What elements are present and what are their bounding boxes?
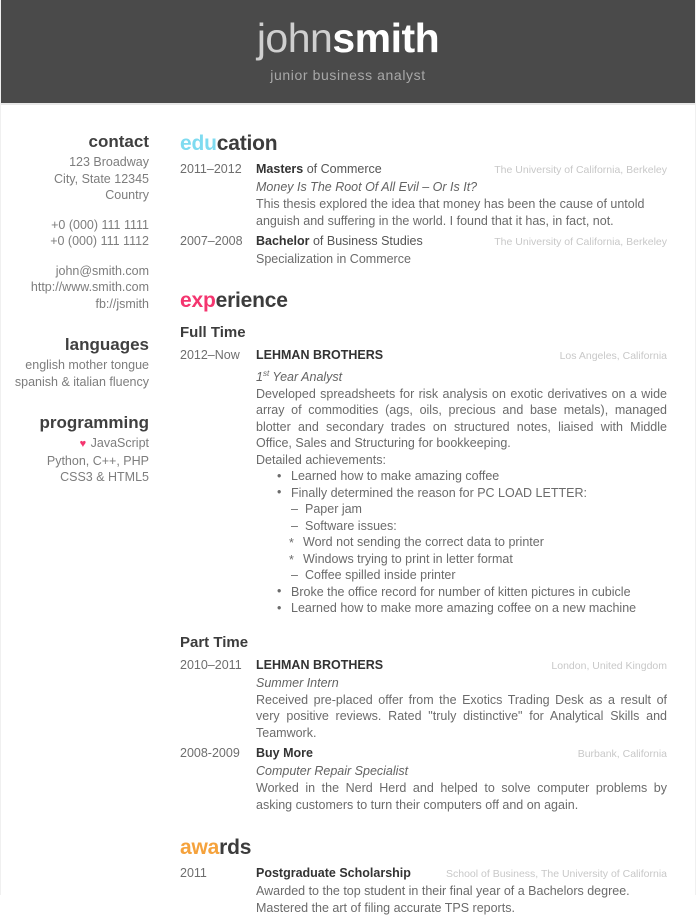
- sidebar-section-languages: [1, 334, 149, 390]
- entry-role: Summer Intern: [256, 675, 339, 690]
- entry-body: [256, 745, 667, 813]
- achievements-sublist: [256, 567, 667, 584]
- list-item: • Learned how to make amazing coffee: [277, 468, 667, 485]
- entry-role: [256, 365, 667, 386]
- resume-body: [1, 105, 695, 916]
- entry-body: [256, 161, 667, 229]
- sidebar: [1, 131, 149, 486]
- main-column: [149, 131, 695, 916]
- achievements-subsublist: [256, 534, 667, 567]
- language-item: spanish & italian fluency: [14, 374, 149, 389]
- entry-body: [256, 233, 667, 268]
- entry-body: [256, 865, 667, 916]
- section-heading-education: [180, 131, 667, 157]
- entry-title: [256, 233, 423, 250]
- list-item: * Windows trying to print in letter format: [289, 551, 667, 568]
- awards-heading-rest: rds: [219, 836, 252, 860]
- entry-role: Computer Repair Specialist: [256, 764, 409, 779]
- contact-heading: contact: [88, 132, 149, 151]
- experience-heading-accent: exp: [180, 288, 216, 312]
- list-item: [291, 518, 667, 535]
- entry-topline: [256, 657, 667, 675]
- list-item: – Coffee spilled inside printer: [291, 567, 667, 584]
- sidebar-section-programming: [1, 412, 149, 486]
- spacer: [1, 204, 149, 217]
- programming-item: Python, C++, PHP: [46, 453, 149, 468]
- entry-topline: [256, 745, 667, 763]
- entry-company: LEHMAN BROTHERS: [256, 657, 384, 672]
- entry-year: 2008-2009: [180, 746, 240, 761]
- entry-role-prefix: 1: [256, 369, 263, 384]
- education-heading-accent: edu: [180, 132, 217, 155]
- entry-topline: [256, 161, 667, 179]
- job-subtitle: junior business analyst: [270, 67, 426, 83]
- entry-year: 2010–2011: [180, 657, 242, 672]
- experience-entry-part-time: [180, 657, 667, 742]
- language-item: english mother tongue: [25, 358, 149, 372]
- education-entry: [180, 161, 667, 229]
- contact-website[interactable]: http://www.smith.com: [30, 280, 149, 294]
- entry-year: 2011: [180, 866, 207, 881]
- list-item-label: Finally determined the reason for PC LOAD LETTER:: [291, 485, 587, 500]
- entry-description: This thesis explored the idea that money has been the cause of untold anguish and suffering in the world. I found that it has, in fact, not.: [256, 197, 645, 228]
- entry-title: [256, 745, 313, 762]
- section-heading-awards: [180, 835, 667, 861]
- entry-year: 2011–2012: [180, 162, 242, 176]
- achievements-list: [256, 584, 667, 617]
- programming-item: CSS3 & HTML5: [60, 470, 149, 484]
- entry-title-bold: Masters: [256, 162, 304, 176]
- entry-role-rest: Year Analyst: [269, 369, 343, 384]
- heart-icon: ♥: [79, 438, 87, 450]
- entry-title-rest: of Business Studies: [309, 234, 423, 248]
- experience-entry-full-time: [180, 347, 667, 617]
- contact-email[interactable]: john@smith.com: [55, 263, 149, 278]
- languages-heading: languages: [64, 335, 149, 354]
- entry-body: [256, 657, 667, 742]
- full-name: [1, 14, 695, 63]
- entry-topline: [256, 347, 667, 365]
- first-name: john: [256, 15, 333, 61]
- entry-topline: [256, 865, 667, 883]
- achievements-list: [256, 468, 667, 501]
- experience-entry-part-time: [180, 745, 667, 813]
- achievements-label: Detailed achievements:: [256, 452, 386, 467]
- section-heading-experience: [180, 288, 667, 314]
- contact-phone: +0 (000) 111 1112: [50, 234, 149, 248]
- entry-topline: [256, 233, 667, 251]
- resume-header: [1, 0, 695, 105]
- entry-title: [256, 865, 411, 882]
- entry-title-bold: Bachelor: [256, 234, 310, 248]
- entry-description: Awarded to the top student in their final year of a Bachelors degree. Mastered the art of filing accurate TPS reports.: [256, 884, 630, 915]
- contact-phone: +0 (000) 111 1111: [51, 217, 149, 232]
- list-item-label: Software issues:: [305, 518, 397, 533]
- entry-title: [256, 161, 382, 178]
- entry-location: London, United Kingdom: [551, 659, 667, 672]
- entry-role-ordinal: st: [262, 368, 270, 378]
- list-item: [277, 485, 667, 502]
- education-entry: [180, 233, 667, 268]
- last-name: smith: [332, 15, 440, 61]
- entry-year: 2007–2008: [180, 234, 243, 248]
- achievements-sublist: [256, 501, 667, 534]
- contact-address-line: 123 Broadway: [69, 155, 149, 169]
- entry-company: LEHMAN BROTHERS: [256, 347, 384, 362]
- list-item: • Broke the office record for number of kitten pictures in cubicle: [277, 584, 667, 601]
- entry-description: Specialization in Commerce: [256, 252, 411, 266]
- list-item: • Learned how to make more amazing coffee on a new machine: [277, 600, 667, 617]
- entry-company: Buy More: [256, 746, 313, 761]
- entry-role: Money Is The Root Of All Evil – Or Is It?: [256, 180, 478, 194]
- programming-item-label: JavaScript: [90, 436, 149, 450]
- entry-organization: The University of California, Berkeley: [494, 164, 667, 176]
- award-title: Postgraduate Scholarship: [256, 866, 411, 881]
- list-item: – Paper jam: [291, 501, 667, 518]
- entry-body: [256, 347, 667, 617]
- programming-item-favorite: [1, 435, 149, 453]
- entry-description: Worked in the Nerd Herd and helped to solve computer problems by asking customers to turn their computers off and on again.: [256, 781, 667, 812]
- entry-title-rest: of Commerce: [303, 162, 382, 176]
- entry-description: Developed spreadsheets for risk analysis on exotic derivatives on a wide array of commodities (ags, oils, precious and base metals), managed blotter and secondary trades on structured notes, liaised with Middle Office, Sales and Structuring for bookkeeping.: [256, 386, 667, 451]
- awards-entry: [180, 865, 667, 916]
- entry-location: Burbank, California: [577, 748, 667, 761]
- awards-heading-accent: awa: [180, 836, 220, 860]
- entry-organization: The University of California, Berkeley: [494, 236, 667, 248]
- entry-location: Los Angeles, California: [559, 349, 667, 362]
- entry-title: [256, 657, 383, 674]
- sidebar-section-contact: [1, 131, 149, 312]
- contact-facebook[interactable]: fb://jsmith: [95, 296, 149, 311]
- entry-description: Received pre-placed offer from the Exotics Trading Desk as a result of very positive reviews. Rated "truly distinctive" for Analytical Skills and Teamwork.: [256, 692, 667, 740]
- subsection-heading-part-time: Part Time: [180, 633, 249, 651]
- experience-heading-rest: erience: [215, 288, 288, 312]
- entry-title: [256, 347, 383, 364]
- education-heading-rest: cation: [216, 132, 278, 155]
- entry-year: 2012–Now: [180, 347, 240, 362]
- subsection-heading-full-time: Full Time: [180, 323, 246, 341]
- list-item: * Word not sending the correct data to printer: [289, 534, 667, 551]
- spacer: [1, 250, 149, 263]
- programming-heading: programming: [39, 413, 149, 432]
- contact-address-line: City, State 12345: [54, 171, 149, 186]
- entry-organization: School of Business, The University of California: [446, 868, 667, 881]
- contact-address-line: Country: [105, 188, 149, 202]
